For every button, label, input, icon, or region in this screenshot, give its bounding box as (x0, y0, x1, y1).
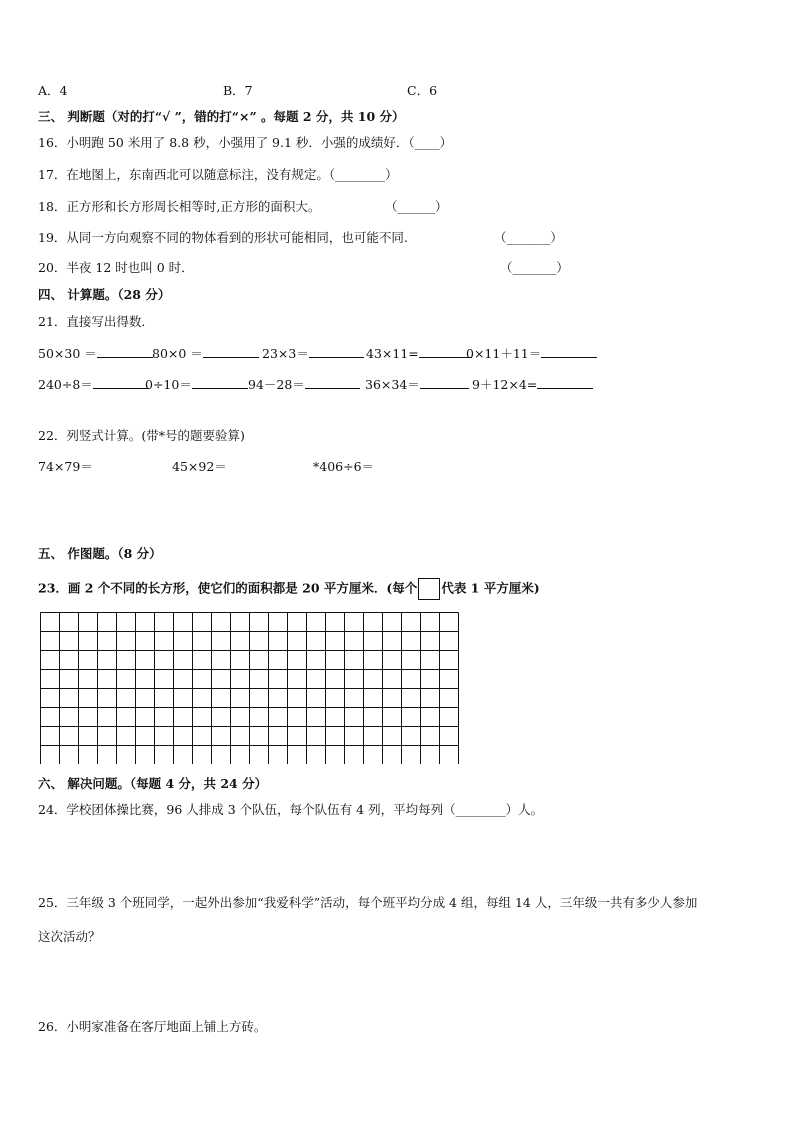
section4-title: 四、 计算题。（28 分） (38, 287, 171, 302)
calc-item (38, 345, 153, 362)
answer-blank[interactable] (97, 345, 153, 358)
section3-title: 三、 判断题（对的打“√ ”，错的打“×” 。每题 2 分，共 10 分） (38, 109, 405, 124)
calc-item (145, 376, 248, 393)
drawing-grid[interactable] (40, 612, 460, 764)
calc-expression: 80×0 ＝ (152, 346, 203, 361)
calc-expression: 0÷10＝ (145, 377, 192, 392)
section5-title: 五、 作图题。（8 分） (38, 546, 162, 561)
calc-item (248, 376, 360, 393)
calc-item (38, 376, 149, 393)
calc-expression: 23×3＝ (262, 346, 309, 361)
unit-square-icon (418, 578, 440, 600)
calc-expression: 50×30 ＝ (38, 346, 97, 361)
option-c: C．6 (407, 83, 438, 98)
option-a: A．4 (38, 83, 68, 98)
question-23-text: 23．画 2 个不同的长方形，使它们的面积都是 20 平方厘米．(每个 (38, 580, 418, 596)
vertical-problem-1: 74×79＝ (38, 459, 93, 474)
answer-blank[interactable] (192, 376, 248, 389)
calc-item (366, 345, 472, 362)
question-23-text-end: 代表 1 平方厘米) (441, 580, 540, 596)
calc-expression: 240÷8＝ (38, 377, 93, 392)
calc-item (466, 345, 597, 362)
answer-blank[interactable] (305, 376, 360, 389)
question-17: 17．在地图上，东南西北可以随意标注，没有规定。（________） (38, 167, 398, 182)
answer-blank[interactable] (541, 345, 597, 358)
question-16: 16．小明跑 50 米用了 8.8 秒，小强用了 9.1 秒．小强的成绩好．（____） (38, 135, 453, 150)
question-19-blank: （_______） (494, 230, 563, 245)
answer-blank[interactable] (309, 345, 364, 358)
calc-item (152, 345, 259, 362)
question-26: 26．小明家准备在客厅地面上铺上方砖。 (38, 1019, 267, 1034)
calc-expression: 9＋12×4= (472, 377, 538, 392)
question-23 (38, 578, 540, 600)
question-19: 19．从同一方向观察不同的物体看到的形状可能相同，也可能不同. (38, 230, 408, 245)
calc-item (365, 376, 469, 393)
vertical-problem-2: 45×92＝ (172, 459, 227, 474)
question-22: 22．列竖式计算。(带*号的题要验算) (38, 428, 245, 443)
question-21: 21．直接写出得数． (38, 314, 154, 329)
question-24: 24．学校团体操比赛，96 人排成 3 个队伍，每个队伍有 4 列，平均每列（________）人。 (38, 802, 544, 817)
vertical-problem-3: *406÷6＝ (313, 459, 375, 474)
answer-blank[interactable] (93, 376, 149, 389)
section6-title: 六、 解决问题。（每题 4 分，共 24 分） (38, 776, 268, 791)
answer-blank[interactable] (203, 345, 259, 358)
question-18: 18．正方形和长方形周长相等时,正方形的面积大。 (38, 199, 321, 214)
calc-item (472, 376, 593, 393)
question-25-line2: 这次活动？ (38, 929, 101, 944)
calc-expression: 94－28＝ (248, 377, 305, 392)
answer-blank[interactable] (419, 345, 472, 358)
answer-blank[interactable] (537, 376, 593, 389)
option-b: B．7 (223, 83, 253, 98)
question-25-line1: 25．三年级 3 个班同学，一起外出参加“我爱科学”活动，每个班平均分成 4 组，每组 14 人，三年级一共有多少人参加 (38, 895, 698, 910)
calc-expression: 0×11＋11＝ (466, 346, 542, 361)
question-20: 20．半夜 12 时也叫 0 时． (38, 260, 194, 275)
question-18-blank: （______） (385, 199, 448, 214)
question-20-blank: （_______） (500, 260, 569, 275)
answer-blank[interactable] (420, 376, 469, 389)
calc-expression: 43×11= (366, 346, 419, 361)
calc-item (262, 345, 364, 362)
calc-expression: 36×34＝ (365, 377, 420, 392)
